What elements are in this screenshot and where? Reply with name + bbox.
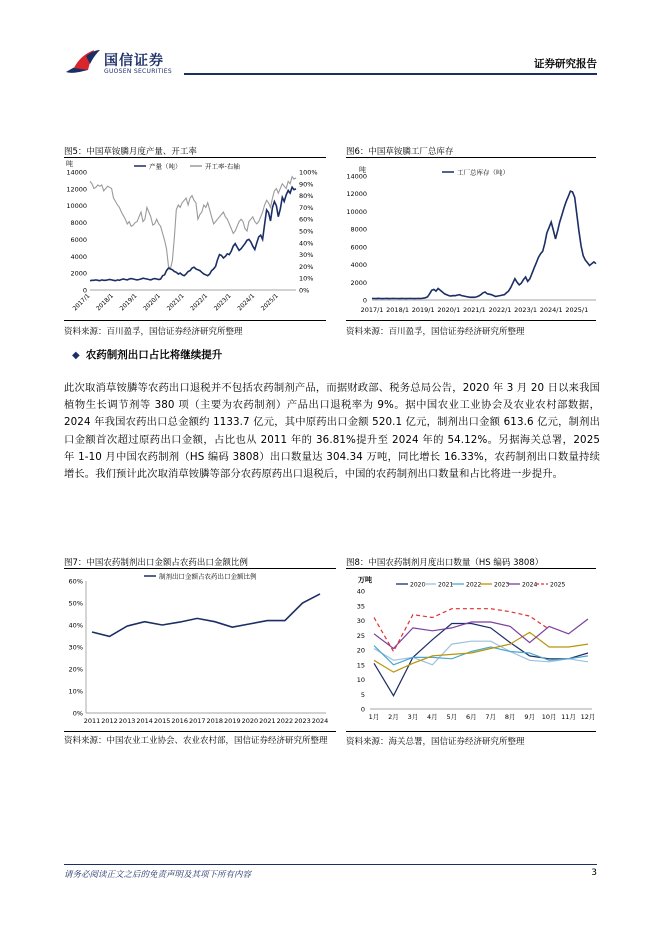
fig8-legend-label-2025: 2025 [550,581,566,589]
fig7-x-tick-label: 2014 [136,717,153,725]
fig6-source-rule [346,320,596,321]
header-divider [184,73,597,75]
fig7-title: 图7：中国农药制剂出口金额占农药出口金额比例 [64,558,248,568]
logo-text-en: GUOSEN SECURITIES [104,68,173,75]
fig5-title: 图5：中国草铵膦月度产量、开工率 [64,147,197,157]
fig8-legend-label-2023: 2023 [494,581,510,589]
fig6-y-tick-label: 0 [362,296,367,305]
fig6-x-tick-label: 2017/1 [360,306,384,314]
fig8-source-rule [346,731,596,732]
fig7-x-tick-label: 2020 [241,717,259,725]
fig5-chart [64,158,330,320]
fig5-y2-tick-label: 50% [299,227,314,236]
fig5-y2-tick-label: 10% [299,274,314,283]
fig7-y-tick-label: 30% [68,643,83,652]
page-number: 3 [591,868,597,878]
fig8-unit-label: 万吨 [358,576,372,584]
fig5-y-tick-label: 10000 [66,202,87,211]
fig6-title: 图6：中国草铵膦工厂总库存 [346,147,454,157]
fig5-y-tick-label: 2000 [70,269,87,278]
fig5-y2-tick-label: 90% [299,180,314,189]
fig8-source: 资料来源：海关总署，国信证券经济研究所整理 [346,737,525,747]
fig7-x-tick-label: 2022 [276,717,294,725]
fig7-x-tick-label: 2023 [294,717,311,725]
fig7-x-tick-label: 2011 [83,717,101,725]
fig8-series-2024-line [374,619,588,649]
fig5-y2-tick-label: 70% [299,203,314,212]
fig5-x-tick-label: 2019/1 [118,292,139,313]
fig6-x-tick-label: 2021/1 [462,306,486,314]
fig5-x-tick-label: 2024/1 [236,292,257,313]
fig7-x-tick-label: 2017 [188,717,206,725]
fig8-x-tick-label: 10月 [541,713,557,721]
fig5-y2-tick-label: 0% [299,286,310,295]
fig5-y2-tick-label: 20% [299,262,314,271]
fig5-y-tick-label: 4000 [70,252,87,261]
fig8-legend-label-2024: 2024 [522,581,538,589]
fig8-legend-label-2022: 2022 [466,581,482,589]
fig7-x-tick-label: 2018 [206,717,224,725]
fig5-x-tick-label: 2020/1 [142,292,163,313]
fig7-y-tick-label: 40% [68,621,83,630]
fig6-chart [346,158,598,320]
fig8-y-tick-label: 35 [356,602,365,611]
fig8-series-2023-line [374,632,588,672]
fig8-legend-label-2021: 2021 [438,581,454,589]
fig7-x-tick-label: 2024 [311,717,329,725]
fig7-x-tick-label: 2012 [101,717,118,725]
fig8-x-tick-label: 1月 [368,713,380,721]
fig8-y-tick-label: 10 [356,676,365,684]
fig6-series-inventory-line [372,191,596,299]
fig7-legend-label: 制剂出口金额占农药出口金额比例 [159,572,257,581]
fig5-y-tick-label: 0 [82,286,87,295]
fig8-x-tick-label: 5月 [446,713,458,721]
fig7-x-tick-label: 2013 [118,717,136,725]
fig7-source: 资料来源：中国农业工业协会、农业农村部，国信证券经济研究所整理 [64,736,328,746]
fig8-x-tick-label: 7月 [485,713,497,721]
fig6-x-tick-label: 2022/1 [488,306,512,314]
fig7-x-tick-label: 2015 [153,717,171,725]
logo-mark-icon [64,46,102,80]
fig5-y2-tick-label: 100% [299,168,318,177]
fig5-legend-label-output: 产量（吨） [149,162,182,171]
fig7-chart [64,569,338,731]
fig5-y2-tick-label: 80% [299,192,314,201]
fig6-source: 资料来源：百川盈孚，国信证券经济研究所整理 [346,327,525,337]
fig8-y-tick-label: 5 [360,690,365,699]
fig8-x-tick-label: 3月 [407,713,419,721]
fig5-x-tick-label: 2023/1 [212,292,233,313]
fig8-x-tick-label: 8月 [504,713,516,721]
fig5-x-tick-label: 2025/1 [259,292,280,313]
fig8-x-tick-label: 4月 [427,713,438,721]
fig7-y-tick-label: 20% [68,665,83,674]
fig8-x-tick-label: 11月 [561,713,576,721]
fig7-x-tick-label: 2021 [259,717,276,725]
fig5-source: 资料来源：百川盈孚，国信证券经济研究所整理 [64,327,243,337]
fig5-x-tick-label: 2018/1 [95,292,115,313]
fig8-x-tick-label: 6月 [465,713,477,721]
fig5-y2-tick-label: 30% [299,251,314,260]
fig7-y-tick-label: 0% [72,709,83,718]
fig5-y-tick-label: 8000 [70,219,87,228]
fig8-y-tick-label: 0 [360,705,365,714]
fig8-y-tick-label: 15 [356,661,365,670]
section-heading [72,347,222,362]
fig7-x-tick-label: 2019 [224,717,241,725]
fig8-y-tick-label: 20 [356,646,365,655]
fig6-legend-label: 工厂总库存（吨） [457,168,509,177]
report-type-label: 证券研究报告 [534,58,597,70]
fig8-x-tick-label: 2月 [388,713,399,721]
fig8-series-2022-line [374,646,588,665]
fig8-series-2025-line [374,609,549,652]
fig5-y-tick-label: 12000 [66,185,87,194]
fig5-legend-label-utilization: 开工率-右轴 [205,162,240,171]
fig8-y-tick-label: 30 [356,617,365,625]
diamond-bullet-icon: ◆ [72,350,80,361]
fig6-y-tick-label: 6000 [350,243,367,252]
fig6-unit-label: 吨 [359,166,366,174]
fig6-x-tick-label: 2023/1 [514,306,538,314]
fig5-y-tick-label: 6000 [70,235,87,244]
fig8-y-tick-label: 25 [356,631,365,640]
fig5-series-output-line [90,187,296,281]
fig5-source-rule [64,320,326,321]
footer-disclaimer: 请务必阅读正文之后的免责声明及其项下所有内容 [64,870,252,880]
fig5-y2-tick-label: 40% [299,239,314,248]
fig8-title: 图8：中国农药制剂月度出口数量（HS 编码 3808） [346,558,544,568]
fig6-y-tick-label: 12000 [346,190,367,199]
fig5-unit-label: 吨 [66,160,73,168]
section-heading-text: 农药制剂出口占比将继续提升 [85,349,223,361]
body-paragraph: 此次取消草铵膦等农药出口退税并不包括农药制剂产品，而据财政部、税务总局公告，2020 年 3 月 20 日以来我国植物生长调节剂等 380 项（主要为农药制剂）产品出口退税率为 9%。据中国农业工业协会及农业农村部数据，2024 年我国农药出口总金额约 1133.7 亿元，其中原药出口金额 520.1 亿元，制剂出口金额 613.6 亿元，制剂出口金额首次超过原药出口金额，占比也从 2011 年的 36.81%提升至 2024 年的 54.12%。另据海关总署，2025 年 1-10 月中国农药制剂（HS 编码 3808）出口数量达 304.34 万吨，同比增长 16.33%，农药制剂出口数量持续增长。我们预计此次取消草铵膦等部分农药原药出口退税后，中国的农药制剂出口数量和占比将进一步提升。 [64,382,600,481]
fig8-y-tick-label: 40 [356,587,365,596]
fig7-y-tick-label: 10% [68,687,83,696]
footer-divider [64,864,597,865]
fig7-series-share-line [92,594,320,637]
fig6-y-tick-label: 2000 [350,278,367,287]
fig8-x-tick-label: 9月 [524,713,535,721]
fig6-x-tick-label: 2019/1 [411,306,435,314]
logo-text-cn: 国信证券 [104,53,164,69]
fig6-x-tick-label: 2024/1 [539,306,563,314]
fig7-source-rule [64,731,336,732]
fig6-y-tick-label: 4000 [350,261,367,270]
fig5-y-tick-label: 14000 [66,168,87,177]
company-logo [64,46,194,80]
fig5-x-tick-label: 2021/1 [165,292,186,313]
fig6-x-tick-label: 2025/1 [565,306,589,314]
fig6-y-tick-label: 14000 [346,172,367,181]
fig8-legend-label-2020: 2020 [410,581,426,589]
fig5-x-tick-label: 2022/1 [189,292,210,313]
fig6-y-tick-label: 10000 [346,207,367,216]
fig6-y-tick-label: 8000 [350,225,367,234]
fig7-x-tick-label: 2016 [171,717,188,725]
fig5-y2-tick-label: 60% [299,215,314,224]
fig8-series-2021-line [374,641,588,665]
fig6-x-tick-label: 2020/1 [437,306,461,314]
fig8-chart [346,569,598,731]
fig8-x-tick-label: 12月 [580,713,596,721]
fig7-y-tick-label: 50% [68,599,83,608]
fig7-y-tick-label: 60% [68,577,83,586]
fig6-x-tick-label: 2018/1 [386,306,410,314]
fig5-x-tick-label: 2017/1 [71,292,92,313]
